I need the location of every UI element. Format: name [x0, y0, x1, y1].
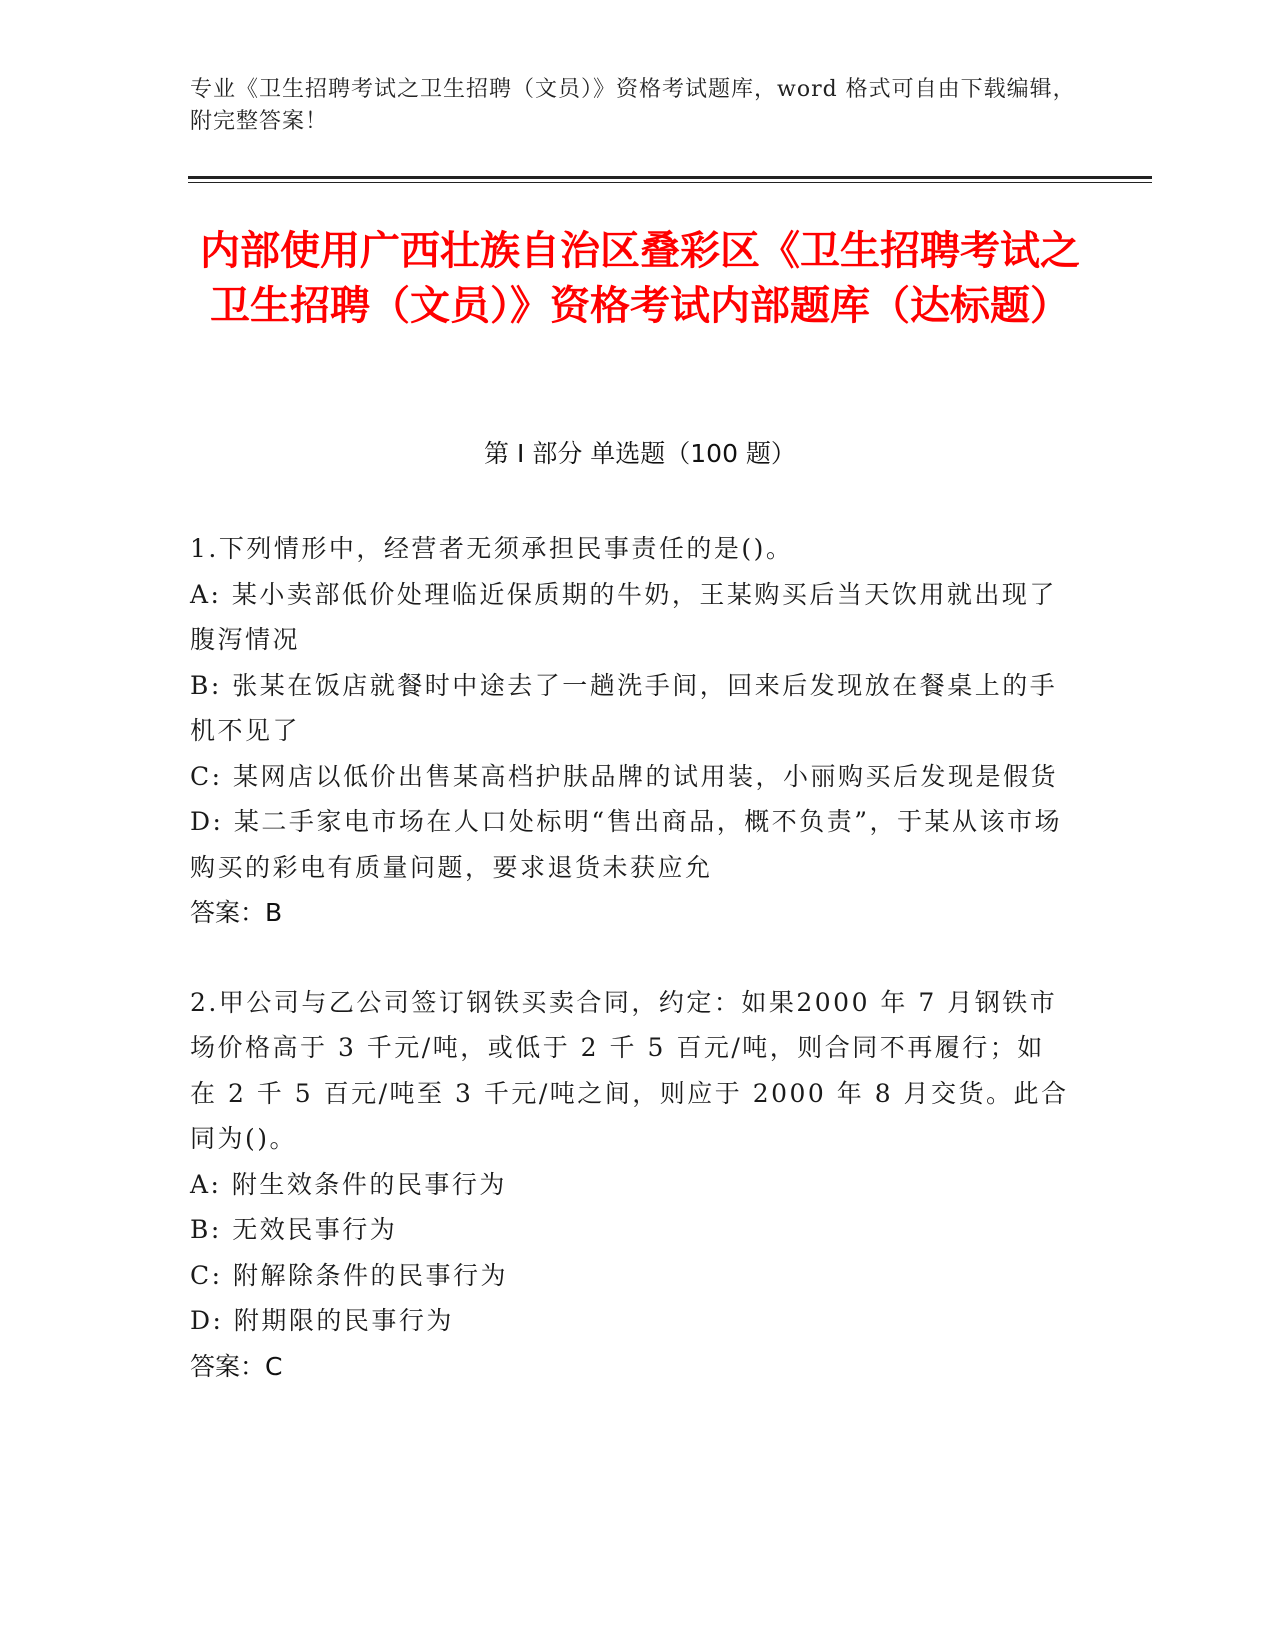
question-list	[190, 526, 1072, 1433]
answer-text: 答案：B	[190, 898, 283, 927]
header-note: 专业《卫生招聘考试之卫生招聘（文员）》资格考试题库，word 格式可自由下载编辑，附完整答案！	[190, 77, 1076, 134]
header-divider-thick	[188, 176, 1152, 179]
question-2	[190, 980, 1072, 1390]
option-d: D: 某二手家电市场在人口处标明“售出商品，概不负责”，于某从该市场购买的彩电有质量问题，要求退货未获应允	[190, 807, 1062, 882]
option-a: A: 附生效条件的民事行为	[190, 1169, 507, 1199]
document-title: 内部使用广西壮族自治区叠彩区《卫生招聘考试之卫生招聘（文员）》资格考试内部题库（达标题）	[200, 228, 1080, 329]
header-divider-thin	[188, 182, 1152, 183]
question-stem: 1.下列情形中，经营者无须承担民事责任的是()。	[190, 534, 794, 563]
answer-text: 答案：C	[190, 1351, 283, 1381]
option-a: A: 某小卖部低价处理临近保质期的牛奶，王某购买后当天饮用就出现了腹泻情况	[190, 579, 1057, 654]
option-b: B: 无效民事行为	[190, 1215, 398, 1244]
question-stem: 2.甲公司与乙公司签订钢铁买卖合同，约定：如果2000 年 7 月钢铁市场价格高于 3 千元/吨，或低于 2 千 5 百元/吨，则合同不再履行；如在 2 千 5 百元/吨至 3 千元/吨之间，则应于 2000 年 8 月交货。此合同为()。	[190, 987, 1069, 1153]
option-b: B: 张某在饭店就餐时中途去了一趟洗手间，回来后发现放在餐桌上的手机不见了	[190, 670, 1058, 745]
section-title: 第 I 部分 单选题（100 题）	[484, 439, 796, 468]
question-1	[190, 526, 1072, 936]
option-c: C: 附解除条件的民事行为	[190, 1260, 508, 1290]
option-c: C: 某网店以低价出售某高档护肤品牌的试用装，小丽购买后发现是假货	[190, 761, 1059, 791]
option-d: D: 附期限的民事行为	[190, 1306, 454, 1335]
